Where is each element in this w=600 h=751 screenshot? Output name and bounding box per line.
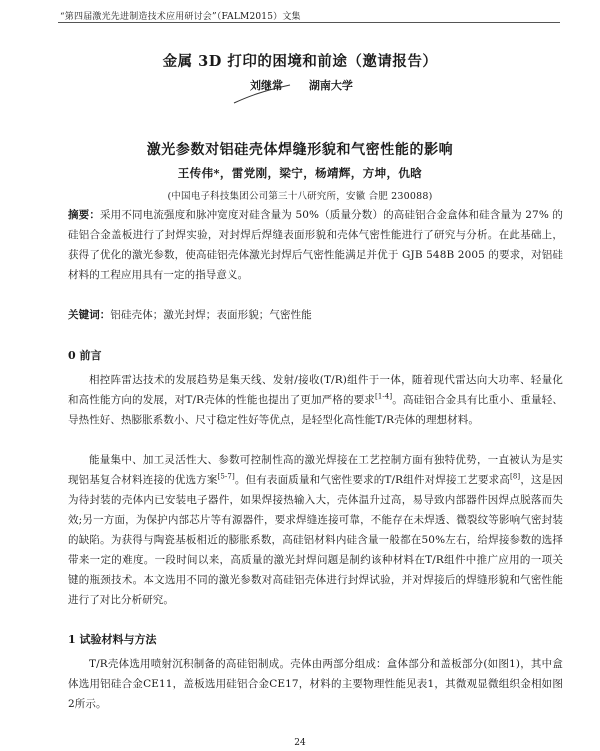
- speaker-name: 刘继常: [250, 79, 283, 92]
- abstract-label: 摘要：: [68, 209, 100, 221]
- page-number: 24: [294, 738, 306, 748]
- citation-ref: [1-4]: [374, 392, 393, 401]
- pen-scribble: [232, 83, 292, 105]
- paragraph-text: 。高硅铝合金具有比重小、重量轻、导热性好、热膨胀系数小、尺寸稳定性好等优点，是轻型化高性能T/R壳体的理想材料。: [68, 394, 563, 426]
- abstract: [68, 205, 563, 285]
- citation-ref: [8]: [510, 472, 521, 481]
- paragraph-text: ，这是因为待封装的壳体内已安装电子器件，如果焊接热输入大，壳体温升过高，易导致内部器件因焊点脱落而失效;另一方面，为保护内部芯片等有源器件，要求焊缝连接可靠，不能存在未焊透、微裂纹等影响气密封装的缺陷。为获得与陶瓷基板相近的膨胀系数，高硅铝材料内硅含量一般都在50%左右，给焊接参数的选择带来一定的难度。一段时间以来，高质量的激光封焊问题是制约该种材料在T/R组件中推广应用的一项关键的瓶颈技术。本文选用不同的激光参数对高硅铝壳体进行封焊试验，并对焊接后的焊缝形貌和气密性能进行了对比分析研究。: [68, 474, 563, 606]
- abstract-text: 采用不同电流强度和脉冲宽度对硅含量为 50%（质量分数）的高硅铝合金盒体和硅含量为 27% 的硅铝合金盖板进行了封焊实验，对封焊后焊缝表面形貌和壳体气密性能进行了研究与分析。在此基础上，获得了优化的激光参数，使高硅铝壳体激光封焊后气密性能满足并优于 GJB 548B 2005 的要求，对铝硅材料的工程应用具有一定的指导意义。: [68, 209, 563, 281]
- paragraph: [68, 370, 563, 430]
- paper-affiliation: (中国电子科技集团公司第三十八研究所，安徽 合肥 230088): [167, 191, 433, 202]
- paragraph-text: 能量集中、加工灵活性大、参数可控制性高的激光焊接在工艺控制方面有独特优势，一直被认为是实现铝基复合材料连接的优选方案: [68, 454, 563, 486]
- paper-title: 激光参数对铝硅壳体焊缝形貌和气密性能的影响: [146, 142, 454, 158]
- paragraph-text: 相控阵雷达技术的发展趋势是集天线、发射/接收(T/R)组件于一体，随着现代雷达向大功率、轻量化和高性能方向的发展，对T/R壳体的性能也提出了更加严格的要求: [68, 374, 563, 406]
- citation-ref: [5-7]: [217, 472, 235, 481]
- session-title: 金属 3D 打印的困境和前途（邀请报告）: [162, 53, 438, 70]
- running-header: “第四届激光先进制造技术应用研讨会”（FALM2015）文集: [60, 12, 301, 22]
- paragraph: [68, 654, 563, 714]
- paragraph-text: 。但有表面质量和气密性要求的T/R组件对焊接工艺要求高: [234, 474, 511, 486]
- paper-authors: 王传伟*，雷党刚，梁宁，杨靖辉，方坤，仇晗: [177, 166, 423, 180]
- keywords-label: 关键词：: [68, 309, 111, 321]
- paragraph: [68, 450, 563, 610]
- paragraph-text: T/R壳体选用喷射沉积制备的高硅铝制成。壳体由两部分组成：盒体部分和盖板部分(如图1)，其中盒体选用铝硅合金CE11，盖板选用硅铝合金CE17，材料的主要物理性能见表1，其微观显微组织金相如图2所示。: [68, 658, 563, 710]
- section-heading-materials-methods: 1 试验材料与方法: [68, 633, 157, 646]
- speaker-institution: 湖南大学: [308, 79, 353, 92]
- section-heading-introduction: 0 前言: [68, 349, 102, 362]
- keywords-text: 铝硅壳体；激光封焊；表面形貌；气密性能: [110, 309, 312, 321]
- keywords: [68, 305, 563, 325]
- header-rule: [58, 22, 560, 23]
